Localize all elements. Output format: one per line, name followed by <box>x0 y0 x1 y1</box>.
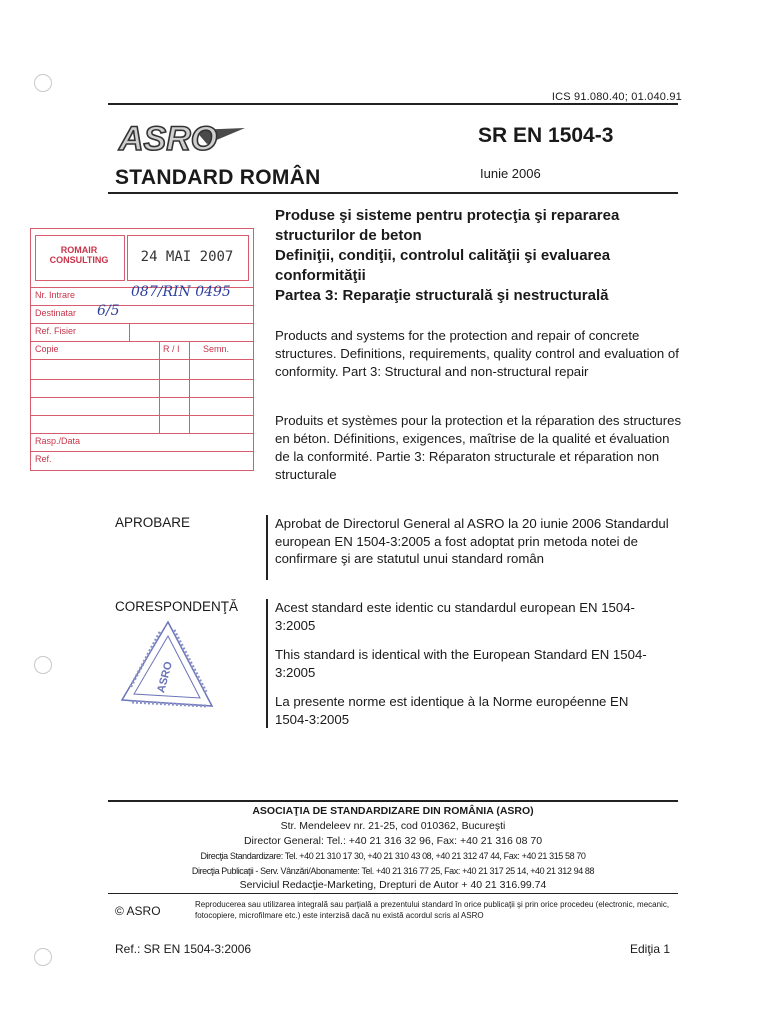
title-french: Produits et systèmes pour la protection et la réparation des structures en béton. Définitions, exigences, maîtrise de la qualité et évaluation de la conformité. Partie 3: Réparaton structurale et réparation non structurale <box>275 413 682 482</box>
registration-stamp <box>30 228 254 471</box>
punch-hole <box>34 656 52 674</box>
document-reference: Ref.: SR EN 1504-3:2006 <box>115 942 252 956</box>
aprobare-text-block <box>266 515 675 580</box>
footer-rule <box>108 800 678 802</box>
punch-hole <box>34 948 52 966</box>
stamp-label: Nr. Intrare <box>35 290 76 300</box>
stamp-date: 24 MAI 2007 <box>140 249 234 265</box>
stamp-label: Semn. <box>203 344 230 354</box>
header-bottom-rule <box>108 192 678 194</box>
header-top-rule <box>108 103 678 105</box>
corespondenta-en: This standard is identical with the European Standard EN 1504-3:2005 <box>275 647 647 680</box>
title-ro-line: Definiţii, condiţii, controlul calităţii şi evaluarea conformităţii <box>275 247 611 284</box>
stamp-label: Destinatar <box>35 308 77 318</box>
svg-text:ASRO: ASRO <box>119 120 218 158</box>
corespondenta-text-block <box>266 599 665 728</box>
reproduction-notice: Reproducerea sau utilizarea integrală sau parţială a prezentului standard în orice publicaţii şi prin orice procedeu (electronic, mecanic, fotocopiere, microfilmare etc.) este interzisă dacă nu există acordul scris al ASRO <box>195 900 670 920</box>
title-ro-line: Produse şi sisteme pentru protecţia şi repararea structurilor de beton <box>275 207 620 244</box>
publication-date: Iunie 2006 <box>480 166 541 181</box>
stamp-label: Rasp./Data <box>35 436 81 446</box>
section-label-aprobare: APROBARE <box>115 515 191 530</box>
footer-serviciul: Serviciul Redacţie-Marketing, Drepturi de Autor + 40 21 316.99.74 <box>239 879 547 891</box>
footer-directia-standardizare: Direcţia Standardizare: Tel. +40 21 310 17 30, +40 21 310 43 08, +40 21 312 47 44, Fax: +40 21 315 58 70 <box>200 851 586 861</box>
copyright: © ASRO <box>115 904 161 918</box>
aprobare-text: Aprobat de Directorul General al ASRO la 20 iunie 2006 Standardul european EN 1504-3:2005 a fost adoptat prin metoda notei de confirmare şi are statutul unui standard român <box>275 516 669 566</box>
standard-label: STANDARD ROMÂN <box>115 166 321 189</box>
edition: Ediţia 1 <box>630 942 671 956</box>
footer-directia-publicatii: Direcţia Publicaţii - Serv. Vânzări/Abonamente: Tel. +40 21 316 77 25, Fax: +40 21 317 25 14, +40 21 312 94 88 <box>191 866 595 876</box>
stamp-company: ROMAIR CONSULTING <box>49 245 109 265</box>
punch-hole <box>34 74 52 92</box>
stamp-label: R / I <box>163 344 180 354</box>
asro-logo <box>117 112 247 160</box>
title-ro-line: Partea 3: Reparaţie structurală şi nestructurală <box>275 287 609 304</box>
section-label-corespondenta: CORESPONDENŢĂ <box>115 599 239 614</box>
standard-code: SR EN 1504-3 <box>478 124 614 147</box>
footer-address: Str. Mendeleev nr. 21-25, cod 010362, Bucureşti <box>280 820 506 832</box>
title-english: Products and systems for the protection and repair of concrete structures. Definitions, requirements, quality control and evaluation of conformity. Part 3: Structural and non-structural repair <box>275 328 679 379</box>
handwritten-recipient: 6/5 <box>97 303 120 319</box>
footer-org: ASOCIAŢIA DE STANDARDIZARE DIN ROMÂNIA (ASRO) <box>252 805 534 817</box>
corespondenta-fr: La presente norme est identique à la Norme européenne EN 1504-3:2005 <box>275 694 629 727</box>
handwritten-entry-number: 087/RIN 0495 <box>131 284 231 300</box>
svg-text:ASRO: ASRO <box>155 660 176 695</box>
ics-code: ICS 91.080.40; 01.040.91 <box>551 91 682 103</box>
footer-director: Director General: Tel.: +40 21 316 32 96, Fax: +40 21 316 08 70 <box>243 835 543 847</box>
title-romanian <box>275 206 685 306</box>
footer-thin-rule <box>108 893 678 894</box>
asro-seal-stamp <box>118 616 216 712</box>
stamp-label: Ref. <box>35 454 52 464</box>
stamp-label: Copie <box>35 344 59 354</box>
corespondenta-ro: Acest standard este identic cu standardul european EN 1504-3:2005 <box>275 600 635 633</box>
stamp-label: Ref. Fisier <box>35 326 77 336</box>
